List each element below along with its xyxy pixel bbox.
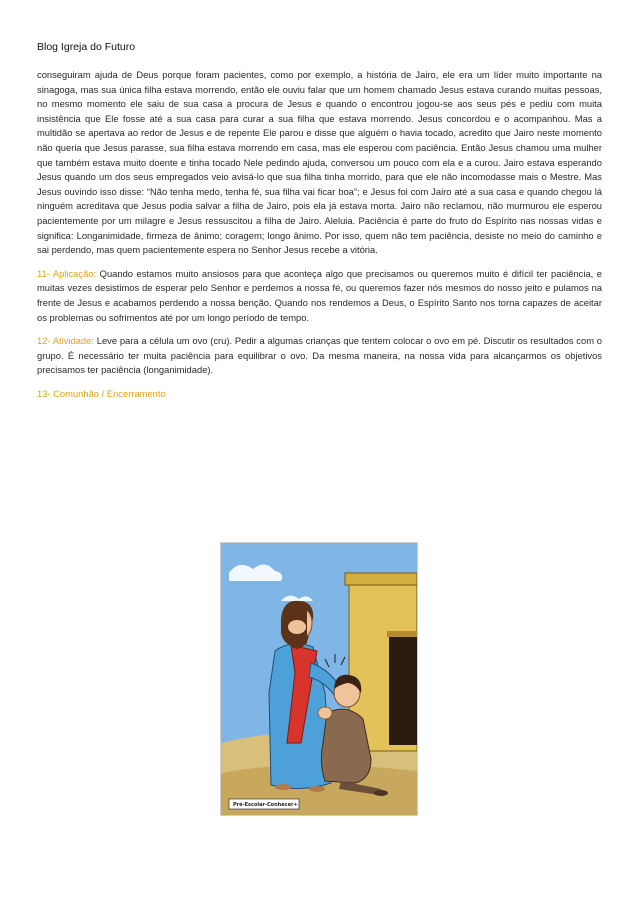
story-paragraph: conseguiram ajuda de Deus porque foram pacientes, como por exemplo, a história de Jairo, ele era um líder muito importante na sinagoga, mas sua única filha estava morrendo, então ele ouviu falar que um homem chamado Jesus estava curando muitas pessoas, no mesmo momento ele saiu de sua casa a procura de Jesus e quando o encontrou jogou-se aos seus pés e pediu com muita insistência que Ele fosse até a sua casa para curar a sua filha que estava morrendo. Jesus concordou e o acompanhou. Mas a multidão se apertava ao redor de Jesus e de repente Ele parou e disse que alguém o havia tocado, acredito que Jairo neste momento não queria que Jesus parasse, sua filha estava morrendo em casa, mas ele esperou com paciência. Então Jesus chamou uma mulher que também estava muito doente e tinha tocado Nele pedindo ajuda, conversou um pouco com ela e a curou. Jairo estava esperando Jesus quando um dos seus empregados veio avisá-lo que sua filha tinha morrido, para que ele não incomodasse mais o Mestre. Mas Jesus ouvindo isso disse: “Não tenha medo, tenha fé, sua filha vai ficar boa”; e Jesus foi com Jairo até a sua casa e quando chegou lá ninguém acreditava que Jesus podia salvar a filha de Jairo, pois ela já estava morta. Jairo não reclamou, não murmurou ele esperou pacientemente por um milagre e Jesus ressuscitou a filha de Jairo. Aleluia. Paciência é parte do fruto do Espírito nas nossas vidas e significa: Longanimidade, firmeza de ânimo; coragem; longo ânimo. Por isso, quem não tem paciência, desiste no meio do caminho e sai perdendo, mas quem pacientemente espera no Senhor Jesus recebe a vitória. [37, 69, 602, 256]
comunhao-heading: 13- Comunhão / Encerramento [37, 387, 166, 399]
atividade-section [37, 334, 602, 378]
document-body [37, 68, 602, 410]
aplicacao-label: 11- Aplicação: [37, 267, 97, 279]
atividade-label: 12- Atividade: [37, 335, 94, 347]
illustration-caption: Pré-Escolar-Conhecer+ [233, 802, 298, 808]
aplicacao-text: Quando estamos muito ansiosos para que aconteça algo que precisamos ou queremos muito é difícil ter paciência, e muitas vezes desistimos de esperar pelo Senhor e perdemos a nossa fé, ou queremos fazer nós mesmos do nosso jeito e pulamos na frente de Jesus e acabamos perdendo a nossa benção. Quando nos rendemos a Deus, o Espírito Santo nos torna capazes de aceitar os problemas ou sofrimentos até por um longo período de tempo. [37, 267, 602, 323]
aplicacao-section [37, 267, 602, 325]
atividade-text: Leve para a célula um ovo (cru). Pedir a algumas crianças que tentem colocar o ovo em pé. Discutir os resultados com o grupo. É necessário ter muita paciência para equilibrar o ovo. Da mesma maneira, na nossa vida para alcançarmos os objetivos precisamos ter paciência (longanimidade). [37, 335, 602, 376]
blog-header: Blog Igreja do Futuro [37, 41, 136, 53]
illustration-svg [221, 543, 417, 815]
jesus-jairo-illustration [220, 542, 418, 816]
